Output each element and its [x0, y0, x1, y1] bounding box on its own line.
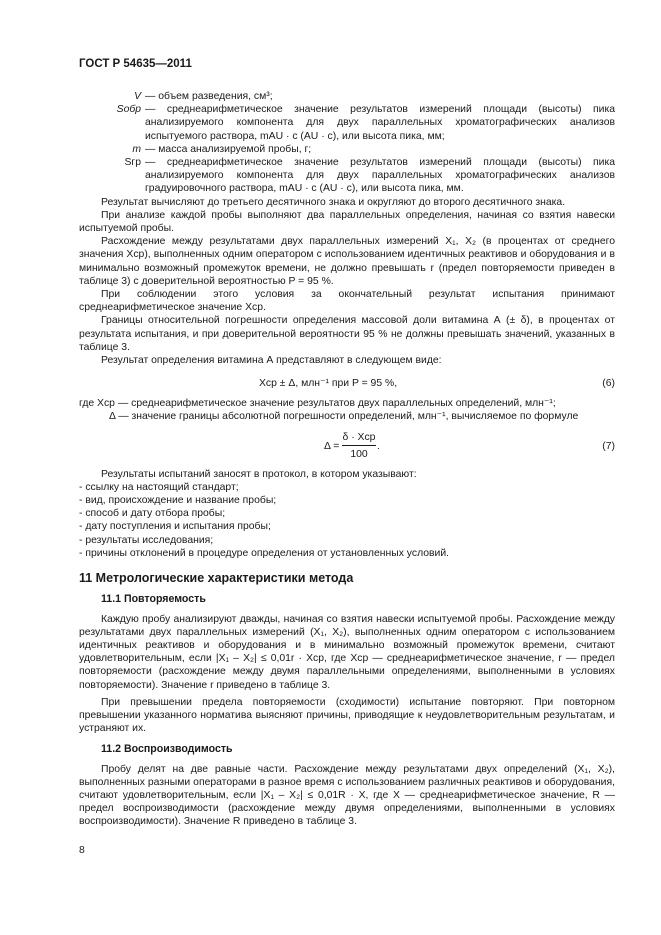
paragraph: Границы относительной погрешности определения массовой доли витамина А (± δ), в процентах от результата испытания, и при доверительной вероятности 95 % не должны превышать значений, указанных в таблице 3.	[79, 315, 615, 353]
definition-text: — масса анализируемой пробы, г;	[145, 143, 312, 155]
definition-item	[79, 156, 615, 196]
formula-number: (7)	[602, 440, 615, 452]
page-number: 8	[79, 845, 85, 856]
definition-item	[79, 90, 615, 103]
formula-lhs: Δ =	[324, 440, 340, 452]
fraction-numerator: δ · Xср	[342, 431, 376, 446]
definition-item	[79, 143, 615, 156]
list-item: - способ и дату отбора пробы;	[79, 508, 226, 520]
paragraph: При превышении предела повторяемости (сходимости) испытание повторяют. При повторном превышении указанного норматива выясняют причины, приводящие к неудовлетворительным результатам, и устраняют их.	[79, 696, 615, 735]
standard-header: ГОСТ Р 54635—2011	[79, 58, 192, 70]
paragraph: При соблюдении этого условия за окончательный результат испытания принимают среднеарифметическое значение Xср.	[79, 289, 615, 314]
paragraph: Результат определения витамина А представляют в следующем виде:	[101, 355, 442, 367]
list-item: - ссылку на настоящий стандарт;	[79, 481, 239, 493]
definition-symbol: Sгр	[124, 157, 141, 169]
paragraph: Результаты испытаний заносят в протокол, в котором указывают:	[101, 468, 417, 480]
formula-6	[79, 375, 615, 397]
definition-symbol: m	[132, 143, 141, 155]
formula-expression: Xср ± Δ, млн⁻¹ при P = 95 %,	[259, 378, 398, 390]
formula-tail: .	[377, 440, 380, 452]
definition-symbol: Sобр	[116, 104, 141, 116]
where-clause: Δ — значение границы абсолютной погрешности определений, млн⁻¹, вычисляемое по формуле	[109, 411, 579, 423]
definition-symbol: V	[134, 91, 141, 102]
paragraph: Расхождение между результатами двух параллельных измерений X₁, X₂ (в процентах от среднего значения Xср), выполненных одним оператором с использованием идентичных реактивов и оборудования и в минимально возможный промежуток времени, не должно превышать r (предел повторяемости приведен в таблице 3) с доверительной вероятностью P = 95 %.	[79, 236, 615, 287]
definition-text: — среднеарифметическое значение результатов измерений площади (высоты) пика анализируемого компонента для двух параллельных хроматографических анализов испытуемого раствора, mAU · с (AU · с), или высота пика, мм;	[145, 104, 615, 142]
page-content	[79, 90, 615, 829]
definition-text: — среднеарифметическое значение результатов измерений площади (высоты) пика анализируемого компонента для двух параллельных хроматографических анализов градуировочного раствора, mAU · с (AU · с), или высота пика, мм.	[145, 157, 615, 195]
subsection-heading: 11.1 Повторяемость	[101, 593, 206, 606]
fraction-denominator: 100	[350, 448, 368, 460]
where-clause: где Xср — среднеарифметическое значение результатов двух параллельных определений, млн⁻¹;	[79, 398, 556, 410]
definition-text: — объем разведения, см³;	[145, 91, 273, 102]
definition-item	[79, 103, 615, 143]
list-item: - вид, происхождение и название пробы;	[79, 495, 277, 507]
subsection-heading: 11.2 Воспроизводимость	[101, 743, 233, 756]
paragraph: Результат вычисляют до третьего десятичного знака и округляют до второго десятичного знака.	[101, 196, 566, 208]
paragraph: Каждую пробу анализируют дважды, начиная со взятия навески испытуемой пробы. Расхождение между результатами двух параллельных измерений (X₁, X₂), выполненных одним оператором с использованием идентичных реактивов и оборудования и в минимально возможный промежуток времени, считают удовлетворительным, если |X₁ – X₂| ≤ 0,01r · Xср, где Xср — среднеарифметическое значение, r — предел повторяемости (расхождение между двумя параллельными определениями, выполненными в условиях повторяемости). Значение r приведено в таблице 3.	[79, 613, 615, 691]
list-item: - дату поступления и испытания пробы;	[79, 521, 271, 533]
list-item: - результаты исследования;	[79, 534, 214, 546]
paragraph: Пробу делят на две равные части. Расхождение между результатами двух определений (X₁, X₂), выполненных разными операторами в разное время с использованием различных реактивов и оборудования, считают удовлетворительным, если |X₁ – X₂| ≤ 0,01R · X, где X — среднеарифметическое значение, R — предел воспроизводимости (расхождение между двумя определениями, выполненными в условиях воспроизводимости). Значение R приведено в таблице 3.	[79, 763, 615, 828]
formula-number: (6)	[602, 378, 615, 390]
section-heading: 11 Метрологические характеристики метода	[79, 571, 354, 586]
paragraph: При анализе каждой пробы выполняют два параллельных определения, начиная со взятия навески испытуемой пробы.	[79, 209, 615, 235]
list-item: - причины отклонений в процедуре определения от установленных условий.	[79, 547, 450, 559]
formula-7	[79, 428, 615, 468]
fraction	[342, 431, 376, 461]
